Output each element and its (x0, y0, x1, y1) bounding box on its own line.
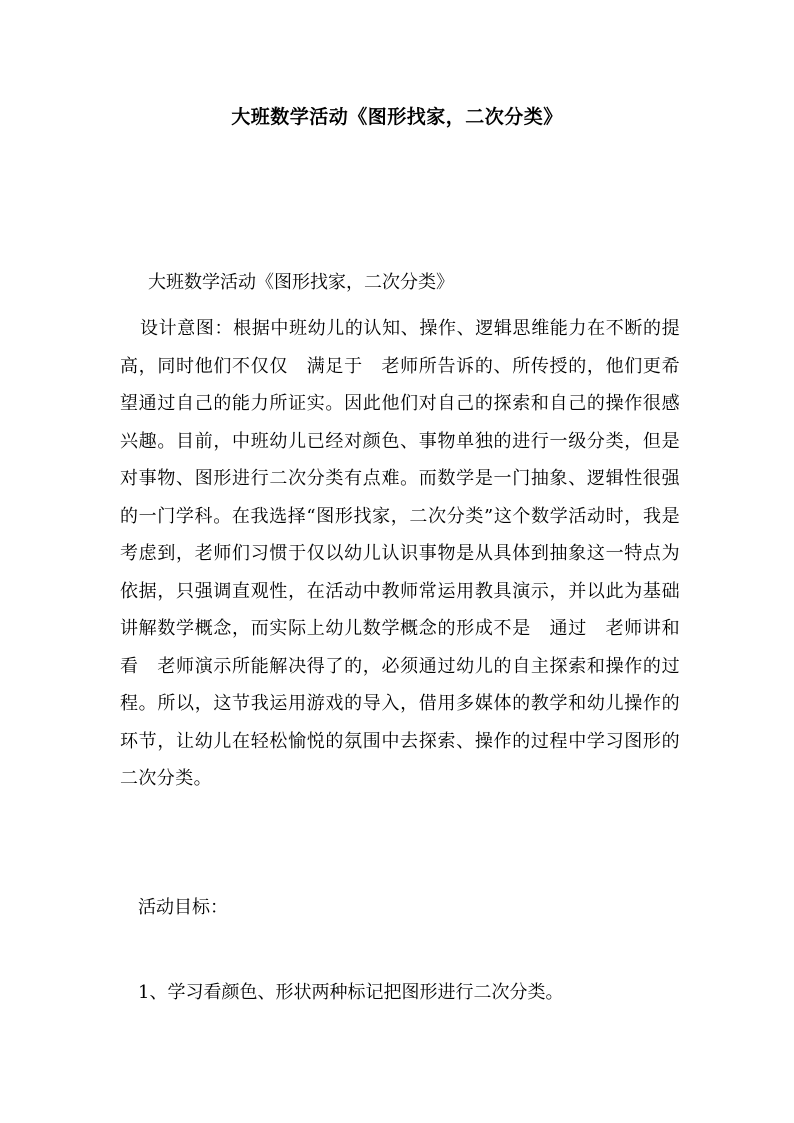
design-intent-paragraph: 设计意图：根据中班幼儿的认知、操作、逻辑思维能力在不断的提高，同时他们不仅仅 满足于 老师所告诉的、所传授的，他们更希望通过自己的能力所证实。因此他们对自己的探索和自己的操作很感兴趣。目前，中班幼儿已经对颜色、事物单独的进行一级分类，但是对事物、图形进行二次分类有点难。而数学是一门抽象、逻辑性很强的一门学科。在我选择“图形找家，二次分类”这个数学活动时，我是考虑到，老师们习惯于仅以幼儿认识事物是从具体到抽象这一特点为依据，只强调直观性，在活动中教师常运用教具演示，并以此为基础讲解数学概念，而实际上幼儿数学概念的形成不是 通过 老师讲和看 老师演示所能解决得了的，必须通过幼儿的自主探索和操作的过程。所以，这节我运用游戏的导入，借用多媒体的教学和幼儿操作的环节，让幼儿在轻松愉悦的氛围中去探索、操作的过程中学习图形的二次分类。 (120, 318, 680, 789)
activity-goal-item: 1、学习看颜色、形状两种标记把图形进行二次分类。 (138, 982, 564, 1003)
document-title: 大班数学活动《图形找家，二次分类》 (231, 106, 563, 128)
document-subtitle: 大班数学活动《图形找家，二次分类》 (148, 272, 454, 293)
activity-goals-heading: 活动目标： (138, 897, 228, 918)
